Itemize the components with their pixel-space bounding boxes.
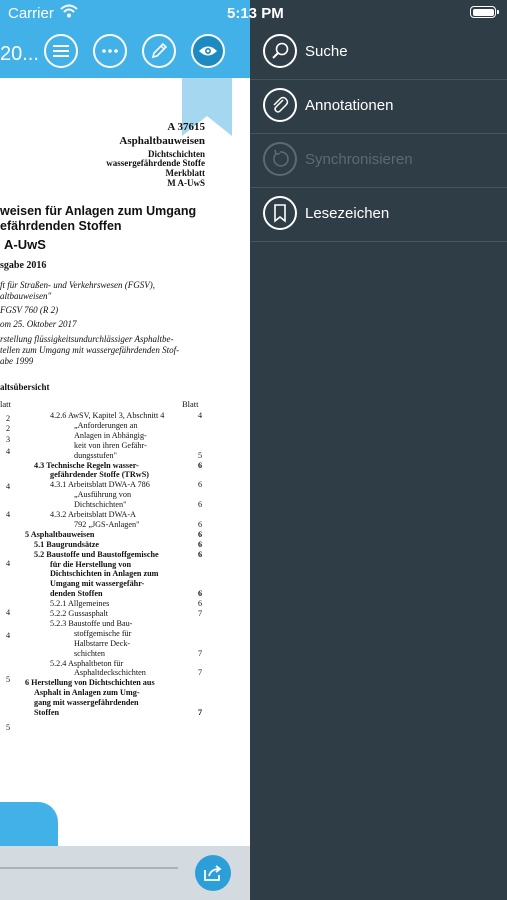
toc-entry[interactable]: „Ausführung von <box>74 490 132 500</box>
toc-page-number: 7 <box>198 668 203 678</box>
menu-item-label: Lesezeichen <box>305 205 390 222</box>
wifi-icon <box>60 4 78 22</box>
toc-page-number: 6 <box>198 500 203 510</box>
document-meta-line: ft für Straßen- und Verkehrswesen (FGSV), <box>0 280 155 290</box>
status-bar <box>0 0 507 26</box>
toc-entry[interactable]: „Anforderungen an <box>74 420 138 430</box>
left-column-number: 4 <box>6 559 11 568</box>
toc-entry[interactable]: 4.2.6 AwSV, Kapitel 3, Abschnitt 4 <box>50 411 165 420</box>
left-column-number: 4 <box>6 447 11 456</box>
toc-entry[interactable]: Dichtschichten" <box>74 500 127 510</box>
toc-entry[interactable]: 4.3.2 Arbeitsblatt DWA-A <box>50 510 136 519</box>
menu-item-suche[interactable] <box>250 26 507 80</box>
document-header-line: Merkblatt <box>165 168 205 178</box>
left-column-number: 4 <box>6 482 11 491</box>
sync-icon <box>263 142 297 176</box>
menu-item-synchronisieren <box>250 134 507 188</box>
toc-entry[interactable]: 5.2 Baustoffe und Baustoffgemische <box>34 549 159 559</box>
share-icon <box>203 864 223 882</box>
toc-page-number: 6 <box>198 549 203 559</box>
toc-page-number: 4 <box>198 411 203 420</box>
share-button[interactable] <box>195 855 231 891</box>
toc-heading: altsübersicht <box>0 382 50 392</box>
left-column-number: 4 <box>6 510 11 519</box>
document-meta-line: altbauweisen" <box>0 291 52 301</box>
toc-column-header: latt <box>0 399 11 409</box>
document-pane <box>0 0 250 900</box>
page-slider[interactable] <box>0 867 178 869</box>
document-header-line: M A-UwS <box>167 178 205 188</box>
menu-item-lesezeichen[interactable] <box>250 188 507 242</box>
toc-entry[interactable]: Asphaltdeckschichten <box>74 668 146 678</box>
toc-entry[interactable]: 5.2.1 Allgemeines <box>50 599 110 609</box>
paperclip-icon <box>263 88 297 122</box>
toc-entry[interactable]: 792 „JGS-Anlagen" <box>74 519 140 529</box>
annotate-button[interactable] <box>142 34 176 68</box>
toc-button[interactable] <box>44 34 78 68</box>
toc-entry[interactable]: für die Herstellung von <box>50 559 132 569</box>
ellipsis-icon <box>101 48 119 54</box>
toc-entry[interactable]: gang mit wassergefährdenden <box>34 698 139 708</box>
document-edition: sgabe 2016 <box>0 260 47 271</box>
toc-entry[interactable]: stoffgemische für <box>74 628 132 638</box>
toc-page-number: 7 <box>198 609 203 618</box>
toc-page-number: 6 <box>198 539 203 549</box>
document-meta-line: om 25. Oktober 2017 <box>0 319 77 329</box>
menu-item-label: Annotationen <box>305 97 394 114</box>
document-page[interactable] <box>0 78 250 846</box>
toc-column-header: Blatt <box>182 399 199 409</box>
toc-entry[interactable]: schichten <box>74 648 105 658</box>
toc-page-number: 6 <box>198 529 203 539</box>
toc-entry[interactable]: 4.3 Technische Regeln wasser- <box>34 460 139 470</box>
toc-page-number: 6 <box>198 460 203 470</box>
toc-page-number: 7 <box>198 708 203 717</box>
more-button[interactable] <box>93 34 127 68</box>
document-header-line: Dichtschichten <box>148 149 205 159</box>
toc-page-number: 6 <box>198 519 203 529</box>
document-heading: weisen für Anlagen zum Umgang <box>0 204 197 218</box>
toc-entry[interactable]: Stoffen <box>34 708 60 717</box>
document-subtitle: A-UwS <box>4 237 46 252</box>
toc-page-number: 6 <box>198 599 203 609</box>
toc-entry[interactable]: gefährdender Stoffe (TRwS) <box>50 470 149 480</box>
toc-entry[interactable]: Dichtschichten in Anlagen zum <box>50 569 159 579</box>
toc-page-number: 5 <box>198 450 203 460</box>
bookmark-icon <box>263 196 297 230</box>
left-column-number: 4 <box>6 631 11 640</box>
view-mode-button[interactable] <box>191 34 225 68</box>
toc-entry[interactable]: 5 Asphaltbauweisen <box>25 529 95 539</box>
toc-entry[interactable]: denden Stoffen <box>50 589 103 599</box>
menu-item-annotationen[interactable] <box>250 80 507 134</box>
document-header-line: Asphaltbauweisen <box>119 135 205 147</box>
toc-entry[interactable]: 5.1 Baugrundsätze <box>34 539 100 549</box>
document-heading: efährdenden Stoffen <box>0 219 122 233</box>
toc-entry[interactable]: Halbstarre Deck- <box>74 638 131 648</box>
menu-item-label: Suche <box>305 43 348 60</box>
toc-page-number: 6 <box>198 480 203 490</box>
carrier-label: Carrier <box>8 5 54 22</box>
left-column-number: 2 <box>6 414 11 423</box>
document-meta-line: FGSV 760 (R 2) <box>0 305 59 315</box>
left-column-number: 5 <box>6 723 11 732</box>
document-code: A 37615 <box>167 121 205 133</box>
list-icon <box>53 44 69 58</box>
page-indicator-tab[interactable] <box>0 802 58 846</box>
document-title[interactable]: 20... <box>0 43 39 65</box>
clock: 5:13 PM <box>227 5 284 22</box>
toc-page-number: 6 <box>198 589 203 599</box>
document-meta-line: tellen zum Umgang mit wassergefährdenden Stof- <box>0 345 180 355</box>
toc-entry[interactable]: Asphalt in Anlagen zum Umg- <box>34 688 140 698</box>
battery-icon <box>470 6 496 18</box>
bottom-bar <box>0 846 250 900</box>
pencil-icon <box>150 42 168 60</box>
toc-entry[interactable]: Anlagen in Abhängig- <box>74 430 147 440</box>
toc-entry[interactable]: 5.2.2 Gussasphalt <box>50 609 108 618</box>
document-meta-line: abe 1999 <box>0 356 34 366</box>
toc-entry[interactable]: dungsstufen" <box>74 450 117 460</box>
document-meta-line: rstellung flüssigkeitsundurchlässiger Asphaltbe- <box>0 334 174 344</box>
toc-entry[interactable]: keit von ihren Gefähr- <box>74 440 147 450</box>
left-column-number: 4 <box>6 608 11 617</box>
side-menu <box>250 26 507 242</box>
toc-page-number: 7 <box>198 648 203 658</box>
search-icon <box>263 34 297 68</box>
left-column-number: 2 <box>6 424 11 433</box>
toc-entry[interactable]: 6 Herstellung von Dichtschichten aus <box>25 678 155 688</box>
document-header-line: wassergefährdende Stoffe <box>106 158 205 168</box>
toc-entry[interactable]: 4.3.1 Arbeitsblatt DWA-A 786 <box>50 480 150 490</box>
left-column-number: 5 <box>6 675 11 684</box>
toc-entry[interactable]: Umgang mit wassergefähr- <box>50 579 145 589</box>
toc-entry[interactable]: 5.2.3 Baustoffe und Bau- <box>50 618 133 628</box>
toc-entry[interactable]: 5.2.4 Asphaltbeton für <box>50 658 124 668</box>
eye-icon <box>198 45 218 57</box>
left-column-number: 3 <box>6 435 11 444</box>
menu-item-label: Synchronisieren <box>305 151 413 168</box>
